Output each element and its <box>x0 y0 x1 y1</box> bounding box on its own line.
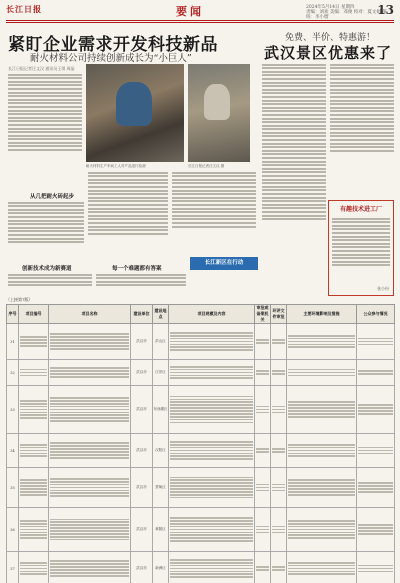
approval-office <box>255 468 271 508</box>
public-participation <box>357 434 395 468</box>
right-column-1 <box>262 62 326 298</box>
project-content <box>169 386 255 434</box>
build-place: 蔡甸区 <box>153 468 169 508</box>
row-number: 31 <box>7 324 19 360</box>
header-cell: 项目名称 <box>49 305 131 324</box>
editor-credits: 责编：刘欢 美编：邓俊 校对：夏文娟 值班：李小熠 <box>306 10 387 20</box>
article-column-4 <box>8 272 92 298</box>
project-name <box>49 468 131 508</box>
build-place: 江岸区 <box>153 360 169 386</box>
project-name <box>49 508 131 552</box>
eia-approval <box>271 434 287 468</box>
section-title: 要闻 <box>176 5 204 18</box>
table-row <box>7 508 395 552</box>
commentary-author: 张小纷 <box>377 286 389 291</box>
masthead <box>6 3 394 21</box>
eia-approval <box>271 552 287 583</box>
main-headline: 紧盯企业需求开发科技新品 <box>8 35 218 55</box>
env-measures <box>287 434 357 468</box>
commentary-text <box>332 216 390 268</box>
table-row <box>7 468 395 508</box>
env-measures <box>287 386 357 434</box>
table-row <box>7 360 395 386</box>
section-banner: 长江新区在行动 <box>190 257 258 270</box>
build-unit: 武汉市 <box>131 360 153 386</box>
article-column-1 <box>8 72 82 190</box>
project-content <box>169 434 255 468</box>
date-text: 2024年5月14日 星期四 <box>306 5 355 10</box>
project-content <box>169 468 255 508</box>
approval-office <box>255 508 271 552</box>
public-participation <box>357 468 395 508</box>
build-unit: 武汉市 <box>131 508 153 552</box>
eia-approval <box>271 324 287 360</box>
eia-approval <box>271 508 287 552</box>
project-name <box>49 324 131 360</box>
right-headline: 武汉景区优惠来了 <box>263 44 392 62</box>
public-participation <box>357 508 395 552</box>
build-unit: 武汉市 <box>131 468 153 508</box>
article-column-1b <box>8 200 84 260</box>
eia-approval <box>271 386 287 434</box>
env-measures <box>287 468 357 508</box>
project-name <box>49 552 131 583</box>
approval-office <box>255 434 271 468</box>
public-participation <box>357 324 395 360</box>
commentary-box <box>328 200 394 296</box>
env-measures <box>287 360 357 386</box>
article-column-3 <box>172 170 256 254</box>
byline: 长江日报记者汪文汉 通讯员王琪 周晶 <box>8 66 75 71</box>
approval-office <box>255 552 271 583</box>
eia-approval <box>271 468 287 508</box>
row-number: 33 <box>7 386 19 434</box>
subhead-2: 创新技术成为新赛道 <box>22 266 72 272</box>
header-cell: 项目规模及内容 <box>169 305 255 324</box>
project-content <box>169 324 255 360</box>
build-place: 黄陂区 <box>153 508 169 552</box>
subhead-3: 每一个难题都有答案 <box>112 266 162 272</box>
project-code <box>19 386 49 434</box>
project-content <box>169 360 255 386</box>
build-place: 洪山区 <box>153 324 169 360</box>
build-unit: 武汉市 <box>131 386 153 434</box>
public-participation <box>357 386 395 434</box>
project-name <box>49 434 131 468</box>
build-unit: 武汉市 <box>131 434 153 468</box>
project-content <box>169 508 255 552</box>
project-code <box>19 552 49 583</box>
header-cell: 审批或备案机关 <box>256 305 269 322</box>
table-row <box>7 434 395 468</box>
right-kicker: 免费、半价、特惠游！ <box>284 33 375 43</box>
table-row <box>7 324 395 360</box>
project-code <box>19 324 49 360</box>
factory-photo <box>86 64 184 162</box>
table-caption: （上接第7版） <box>6 297 33 302</box>
newspaper-logo: 长江日报 <box>6 4 42 14</box>
subhead-1: 从几把耐火砖起步 <box>30 194 75 200</box>
row-number: 34 <box>7 434 19 468</box>
public-participation <box>357 360 395 386</box>
row-number: 36 <box>7 508 19 552</box>
article-column-5 <box>96 272 186 298</box>
right-column-2 <box>330 62 394 196</box>
photo-caption-2: 长江日报记者汪文汉 摄 <box>188 164 225 168</box>
project-code <box>19 468 49 508</box>
worker-photo <box>188 64 250 162</box>
row-number: 32 <box>7 360 19 386</box>
header-cell: 公众参与情况 <box>357 305 395 324</box>
main-subheadline: 耐火材料公司持续创新成长为“小巨人” <box>30 53 192 64</box>
public-notice-table <box>6 297 394 580</box>
approval-office <box>255 324 271 360</box>
eia-approval <box>271 360 287 386</box>
header-cell: 主要环境影响及措施 <box>287 305 357 324</box>
project-code <box>19 508 49 552</box>
table-row <box>7 386 395 434</box>
masthead-divider <box>6 22 394 23</box>
project-name <box>49 386 131 434</box>
build-place: 新洲区 <box>153 552 169 583</box>
env-measures <box>287 552 357 583</box>
header-cell: 建设单位 <box>131 305 153 324</box>
table-row <box>7 552 395 583</box>
public-participation <box>357 552 395 583</box>
build-unit: 武汉市 <box>131 324 153 360</box>
row-number: 35 <box>7 468 19 508</box>
page-number: 13 <box>377 3 394 17</box>
project-content <box>169 552 255 583</box>
build-unit: 武汉市 <box>131 552 153 583</box>
approval-office <box>255 386 271 434</box>
article-column-2 <box>88 170 168 262</box>
env-measures <box>287 508 357 552</box>
build-place: 东西湖区 <box>153 386 169 434</box>
data-table <box>6 304 395 583</box>
header-cell: 序号 <box>7 305 19 324</box>
build-place: 汉阳区 <box>153 434 169 468</box>
table-header-row <box>7 305 395 324</box>
row-number: 37 <box>7 552 19 583</box>
header-cell: 项目编号 <box>19 305 49 324</box>
project-code <box>19 434 49 468</box>
approval-office <box>255 360 271 386</box>
project-name <box>49 360 131 386</box>
env-measures <box>287 324 357 360</box>
header-cell: 建设地点 <box>153 305 169 324</box>
photo-caption-1: 耐火材料生产车间工人对产品进行检测 <box>86 164 146 168</box>
header-cell: 环评文件审批 <box>271 305 287 324</box>
project-code <box>19 360 49 386</box>
commentary-title: 有趣技术进工厂 <box>339 206 382 213</box>
